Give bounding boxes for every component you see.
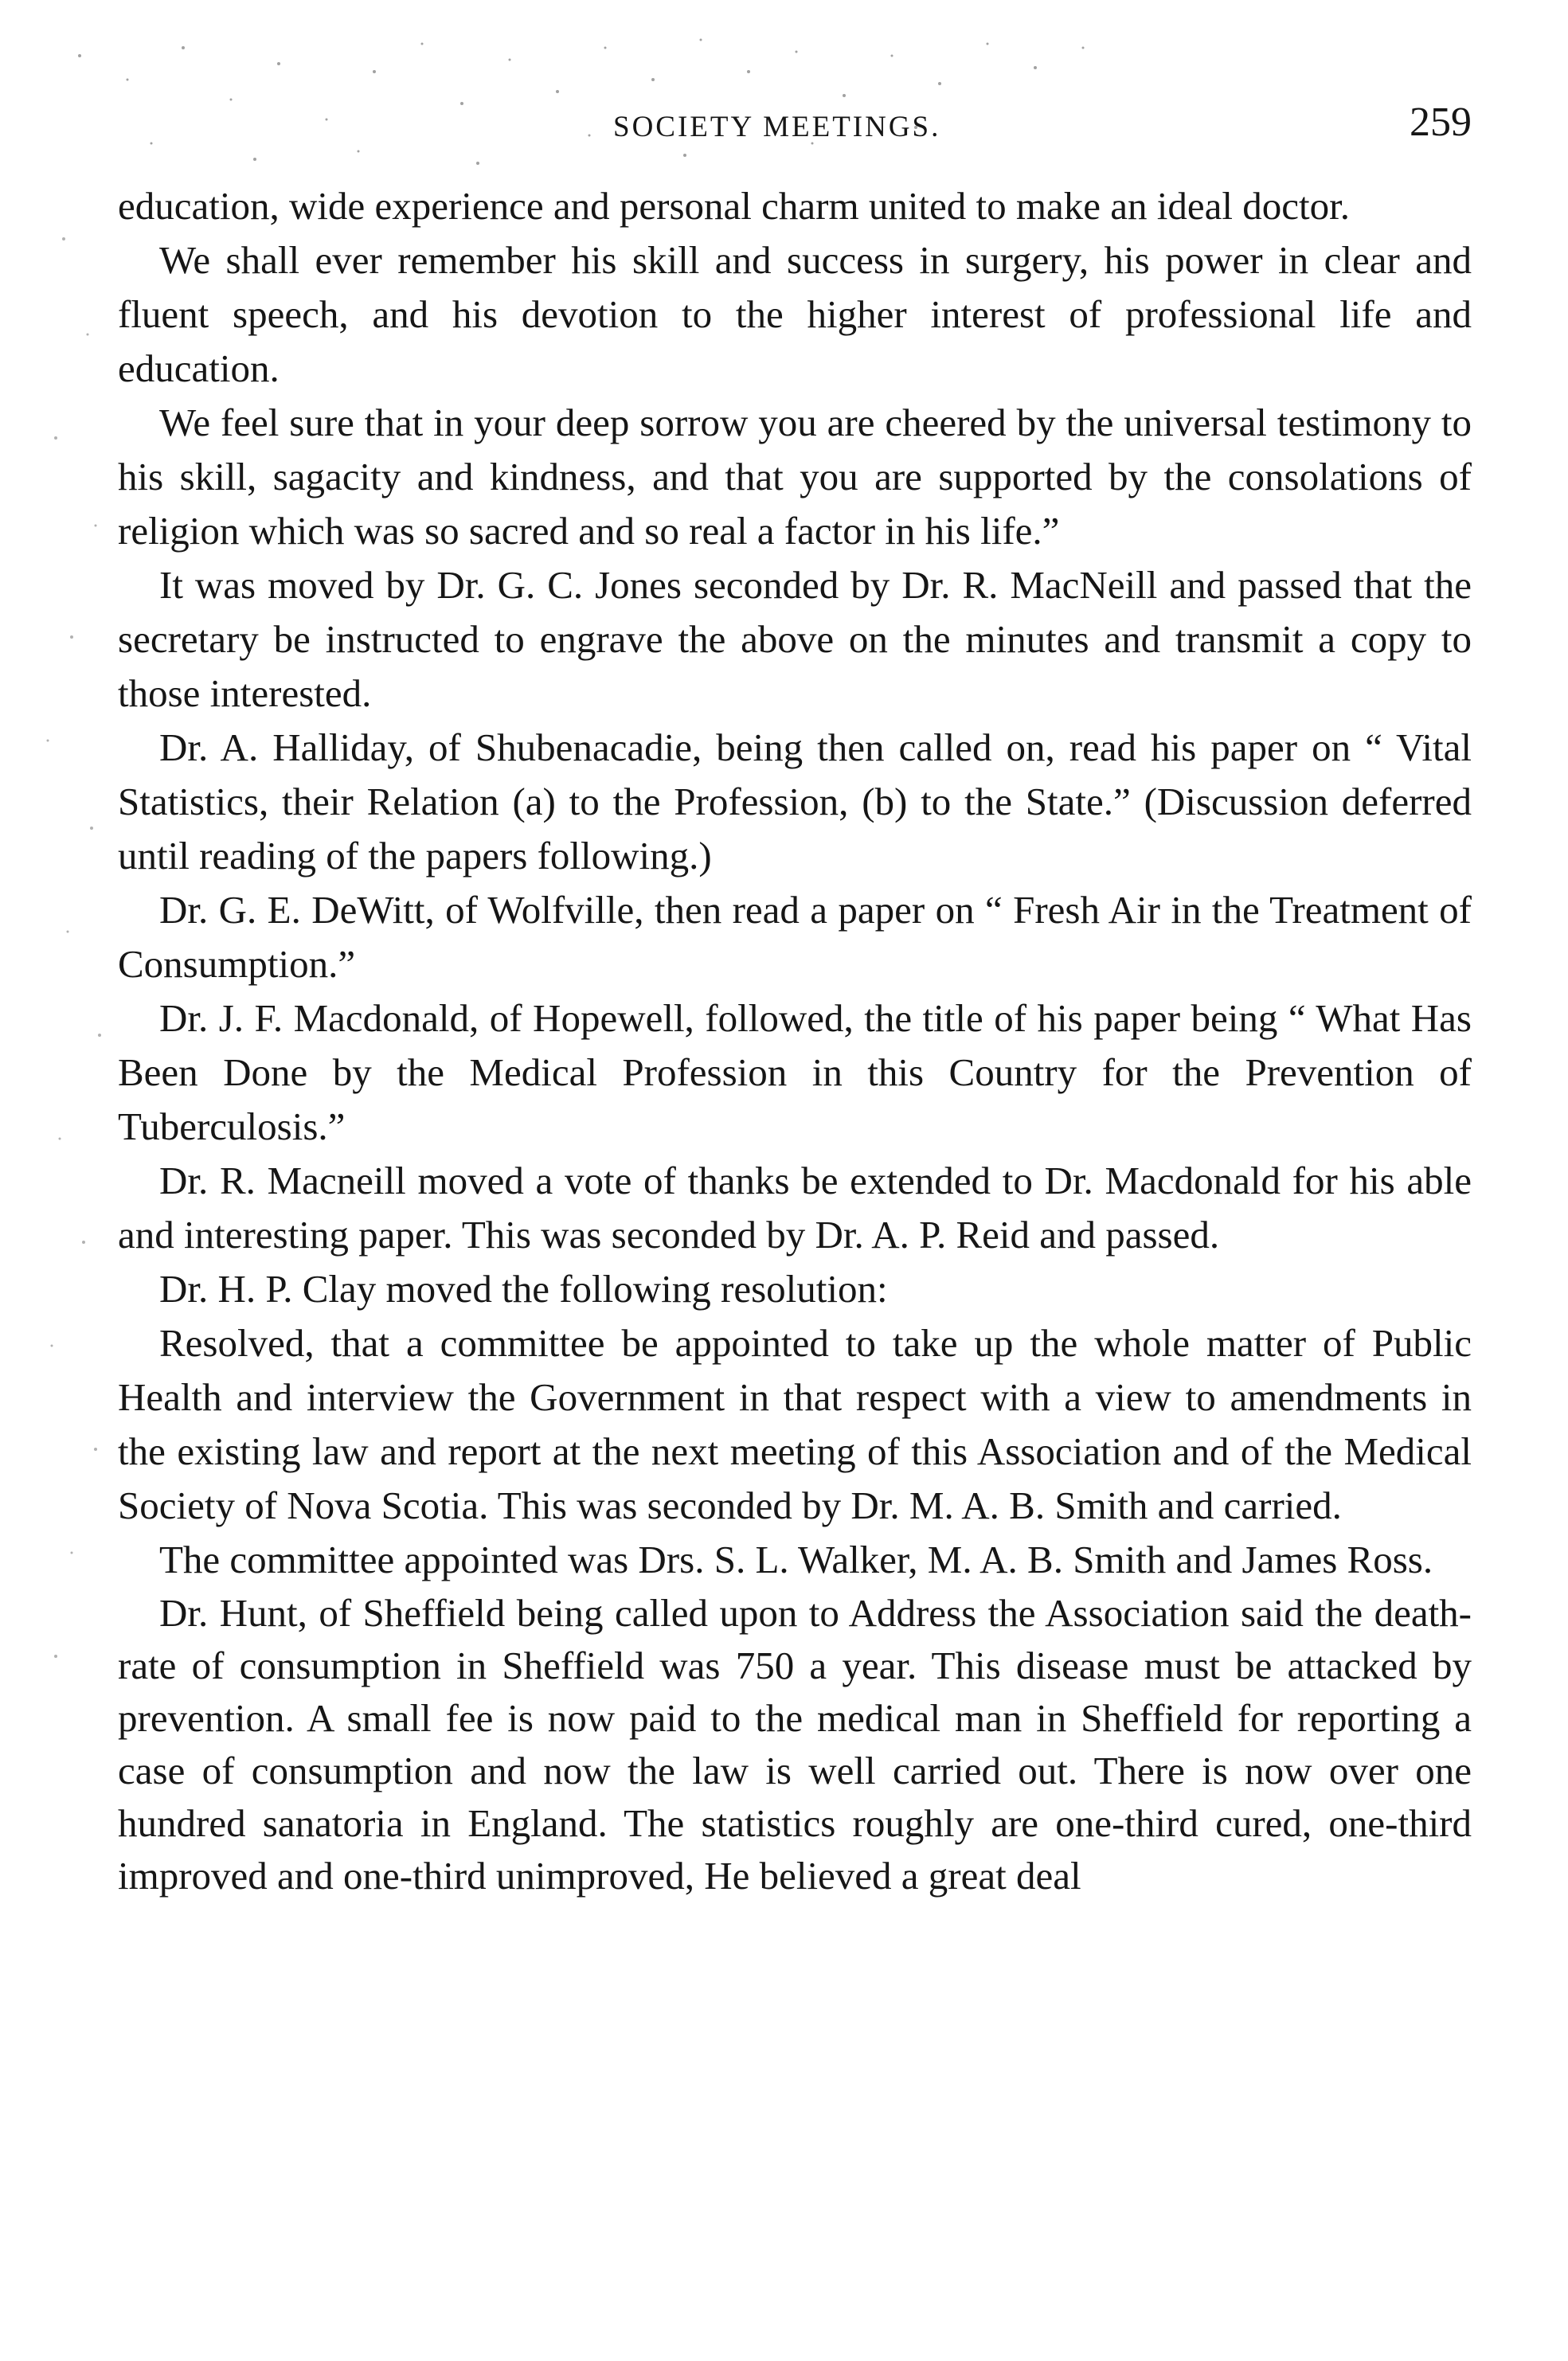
paragraph: Dr. G. E. DeWitt, of Wolfville, then read a paper on “ Fresh Air in the Treatment of Consumption.” <box>118 888 1472 986</box>
paragraph: Dr. Hunt, of Sheffield being called upon to Address the Association said the death-rate of consumption in Sheffield was 750 a year. This disease must be attacked by prevention. A small fee is now paid to the medical man in Sheffield for reporting a case of consumption and now the law is well carried out. There is now over one hundred sanatoria in England. The statistics roughly are one-third cured, one-third improved and one-third unimproved, He believed a great deal <box>118 1591 1472 1898</box>
paragraph: Dr. R. Macneill moved a vote of thanks be extended to Dr. Macdonald for his able and interesting paper. This was seconded by Dr. A. P. Reid and passed. <box>118 1159 1472 1257</box>
paragraph: It was moved by Dr. G. C. Jones seconded by Dr. R. MacNeill and passed that the secretary be instructed to engrave the above on the minutes and transmit a copy to those interested. <box>118 563 1472 715</box>
paragraph: Dr. A. Halliday, of Shubenacadie, being then called on, read his paper on “ Vital Statistics, their Relation (a) to the Profession, (b) to the State.” (Discussion deferred until reading of the papers following.) <box>118 725 1472 878</box>
ink-speckle-decoration <box>32 24 1147 191</box>
page-number: 259 <box>1410 100 1472 145</box>
running-head: SOCIETY MEETINGS. <box>613 111 941 143</box>
paragraph: Dr. H. P. Clay moved the following resolution: <box>159 1267 888 1311</box>
paragraph: The committee appointed was Drs. S. L. Walker, M. A. B. Smith and James Ross. <box>159 1538 1433 1581</box>
body-text <box>118 179 1472 1902</box>
paragraph: We feel sure that in your deep sorrow you are cheered by the universal testimony to his skill, sagacity and kindness, and that you are supported by the consolations of religion which was so sacred and so real a factor in his life.” <box>118 401 1472 553</box>
paragraph: We shall ever remember his skill and success in surgery, his power in clear and fluent speech, and his devotion to the higher interest of professional life and education. <box>118 238 1472 390</box>
margin-speckle-decoration <box>32 191 119 1704</box>
paragraph: Resolved, that a committee be appointed to take up the whole matter of Public Health and interview the Government in that respect with a view to amendments in the existing law and report at the next meeting of this Association and of the Medical Society of Nova Scotia. This was seconded by Dr. M. A. B. Smith and carried. <box>118 1321 1472 1527</box>
paragraph: Dr. J. F. Macdonald, of Hopewell, followed, the title of his paper being “ What Has Been Done by the Medical Profession in this Country for the Prevention of Tuberculosis.” <box>118 996 1472 1148</box>
paragraph: education, wide experience and personal charm united to make an ideal doctor. <box>118 184 1350 228</box>
